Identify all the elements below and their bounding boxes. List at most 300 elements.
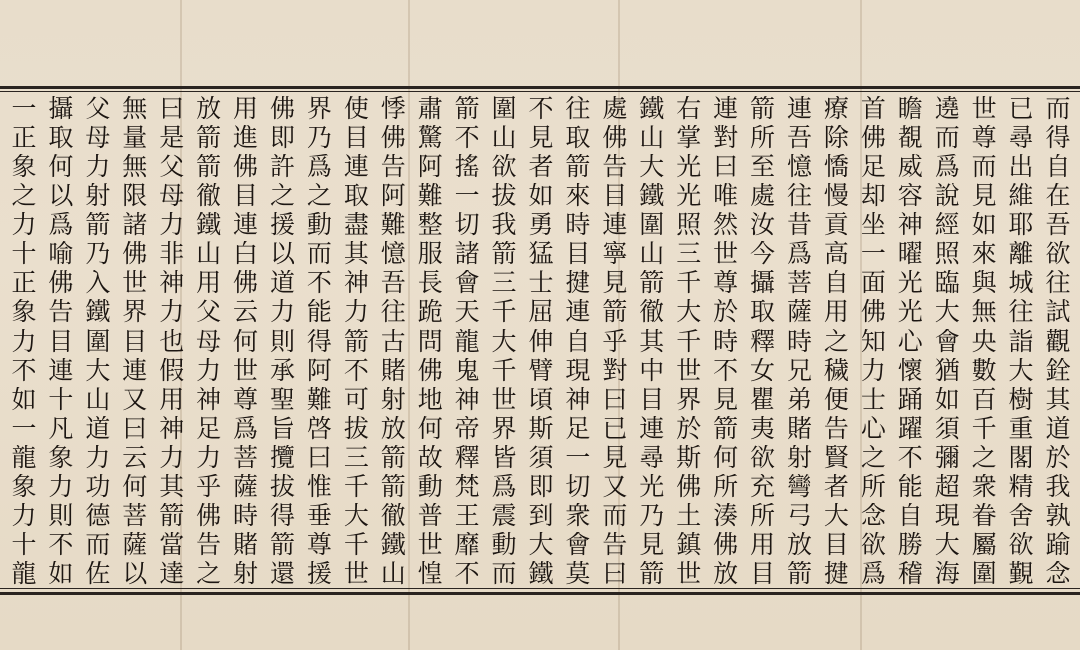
glyph: 自 xyxy=(565,328,591,354)
glyph: 其 xyxy=(1045,386,1071,412)
glyph: 可 xyxy=(343,386,369,412)
text-column xyxy=(41,96,81,586)
glyph: 足 xyxy=(860,154,886,180)
text-column xyxy=(373,96,413,586)
glyph: 用 xyxy=(233,96,259,121)
glyph: 力 xyxy=(159,212,185,238)
glyph: 服 xyxy=(417,241,443,267)
glyph: 揵 xyxy=(823,561,849,586)
glyph: 吾 xyxy=(786,125,812,151)
glyph: 目 xyxy=(565,241,591,267)
glyph: 在 xyxy=(1045,183,1071,209)
glyph: 援 xyxy=(306,561,332,586)
glyph: 又 xyxy=(122,386,148,412)
glyph: 用 xyxy=(750,531,776,557)
glyph: 海 xyxy=(934,561,960,586)
text-column xyxy=(4,96,44,586)
glyph: 時 xyxy=(233,502,259,528)
glyph: 稽 xyxy=(897,561,923,586)
glyph: 佛 xyxy=(196,502,222,528)
glyph: 大 xyxy=(85,357,111,383)
glyph: 欲 xyxy=(750,444,776,470)
glyph: 而 xyxy=(934,125,960,151)
glyph: 而 xyxy=(602,502,628,528)
glyph: 大 xyxy=(823,502,849,528)
text-column xyxy=(780,96,820,586)
glyph: 箭 xyxy=(786,561,812,586)
text-column xyxy=(115,96,155,586)
glyph: 連 xyxy=(786,96,812,121)
glyph: 曰 xyxy=(602,561,628,586)
glyph: 功 xyxy=(85,473,111,499)
glyph: 釋 xyxy=(454,444,480,470)
glyph: 試 xyxy=(1045,299,1071,325)
glyph: 神 xyxy=(565,386,591,412)
glyph: 百 xyxy=(971,386,997,412)
glyph: 會 xyxy=(565,531,591,557)
glyph: 勇 xyxy=(528,212,554,238)
glyph: 面 xyxy=(860,270,886,296)
glyph: 曰 xyxy=(602,386,628,412)
glyph: 告 xyxy=(196,531,222,557)
glyph: 用 xyxy=(823,299,849,325)
glyph: 世 xyxy=(971,96,997,121)
glyph: 箭 xyxy=(196,125,222,151)
glyph: 屈 xyxy=(528,299,554,325)
glyph: 中 xyxy=(639,357,665,383)
glyph: 一 xyxy=(11,96,37,121)
glyph: 箭 xyxy=(343,328,369,354)
glyph: 凡 xyxy=(48,415,74,441)
glyph: 弟 xyxy=(786,386,812,412)
glyph: 正 xyxy=(11,270,37,296)
glyph: 重 xyxy=(1008,415,1034,441)
glyph: 大 xyxy=(676,299,702,325)
glyph: 不 xyxy=(11,357,37,383)
glyph: 力 xyxy=(11,328,37,354)
glyph: 往 xyxy=(1008,299,1034,325)
glyph: 象 xyxy=(11,299,37,325)
glyph: 力 xyxy=(11,502,37,528)
glyph: 屬 xyxy=(971,531,997,557)
glyph: 却 xyxy=(860,183,886,209)
glyph: 見 xyxy=(971,183,997,209)
glyph: 帝 xyxy=(454,415,480,441)
glyph: 至 xyxy=(750,154,776,180)
glyph: 神 xyxy=(196,386,222,412)
glyph: 進 xyxy=(233,125,259,151)
glyph: 界 xyxy=(676,386,702,412)
glyph: 一 xyxy=(860,241,886,267)
glyph: 士 xyxy=(860,386,886,412)
glyph: 釋 xyxy=(750,328,776,354)
glyph: 啓 xyxy=(306,415,332,441)
glyph: 徹 xyxy=(196,183,222,209)
glyph: 如 xyxy=(528,183,554,209)
glyph: 銓 xyxy=(1045,357,1071,383)
glyph: 療 xyxy=(823,96,849,121)
glyph: 用 xyxy=(196,270,222,296)
glyph: 自 xyxy=(823,270,849,296)
glyph: 取 xyxy=(565,125,591,151)
glyph: 舍 xyxy=(1008,502,1034,528)
glyph: 所 xyxy=(750,502,776,528)
glyph: 放 xyxy=(196,96,222,121)
glyph: 見 xyxy=(639,531,665,557)
glyph: 何 xyxy=(48,154,74,180)
glyph: 薩 xyxy=(786,299,812,325)
glyph: 鎮 xyxy=(676,531,702,557)
glyph: 目 xyxy=(602,183,628,209)
glyph: 力 xyxy=(85,154,111,180)
glyph: 千 xyxy=(971,415,997,441)
glyph: 告 xyxy=(380,154,406,180)
glyph: 神 xyxy=(454,386,480,412)
glyph: 父 xyxy=(159,154,185,180)
glyph: 故 xyxy=(417,444,443,470)
glyph: 大 xyxy=(934,299,960,325)
glyph: 之 xyxy=(306,183,332,209)
glyph: 山 xyxy=(491,125,517,151)
glyph: 曰 xyxy=(713,154,739,180)
glyph: 光 xyxy=(676,183,702,209)
glyph: 薩 xyxy=(233,473,259,499)
glyph: 已 xyxy=(602,415,628,441)
glyph: 諸 xyxy=(122,212,148,238)
glyph: 而 xyxy=(85,531,111,557)
glyph: 我 xyxy=(491,212,517,238)
glyph: 射 xyxy=(380,386,406,412)
glyph: 世 xyxy=(122,270,148,296)
glyph: 母 xyxy=(196,328,222,354)
text-column xyxy=(1038,96,1078,586)
glyph: 之 xyxy=(971,444,997,470)
glyph: 爲 xyxy=(491,473,517,499)
glyph: 難 xyxy=(306,386,332,412)
bottom-border-rule-thin xyxy=(0,588,1080,589)
glyph: 何 xyxy=(233,328,259,354)
glyph: 大 xyxy=(934,531,960,557)
glyph: 之 xyxy=(196,561,222,586)
glyph: 山 xyxy=(639,241,665,267)
glyph: 鐵 xyxy=(528,561,554,586)
glyph: 之 xyxy=(860,444,886,470)
glyph: 何 xyxy=(417,415,443,441)
text-column xyxy=(743,96,783,586)
glyph: 能 xyxy=(897,473,923,499)
glyph: 賭 xyxy=(786,415,812,441)
glyph: 告 xyxy=(602,531,628,557)
glyph: 於 xyxy=(713,299,739,325)
glyph: 離 xyxy=(1008,241,1034,267)
glyph: 來 xyxy=(971,241,997,267)
glyph: 三 xyxy=(343,444,369,470)
glyph: 問 xyxy=(417,328,443,354)
glyph: 佐 xyxy=(85,561,111,586)
glyph: 動 xyxy=(491,531,517,557)
glyph: 目 xyxy=(750,561,776,586)
glyph: 躍 xyxy=(897,415,923,441)
glyph: 穢 xyxy=(823,357,849,383)
glyph: 世 xyxy=(676,561,702,586)
glyph: 云 xyxy=(233,299,259,325)
glyph: 連 xyxy=(602,212,628,238)
glyph: 眷 xyxy=(971,502,997,528)
glyph: 動 xyxy=(306,212,332,238)
glyph: 者 xyxy=(823,473,849,499)
glyph: 乎 xyxy=(196,473,222,499)
glyph: 尊 xyxy=(971,125,997,151)
glyph: 便 xyxy=(823,386,849,412)
glyph: 鐵 xyxy=(639,96,665,121)
glyph: 其 xyxy=(639,328,665,354)
glyph: 光 xyxy=(897,299,923,325)
glyph: 憍 xyxy=(823,154,849,180)
glyph: 往 xyxy=(786,183,812,209)
glyph: 諸 xyxy=(454,241,480,267)
glyph: 大 xyxy=(343,502,369,528)
glyph: 十 xyxy=(48,386,74,412)
glyph: 之 xyxy=(823,328,849,354)
glyph: 城 xyxy=(1008,270,1034,296)
glyph: 於 xyxy=(676,415,702,441)
glyph: 連 xyxy=(639,415,665,441)
glyph: 許 xyxy=(269,154,295,180)
glyph: 大 xyxy=(528,531,554,557)
glyph: 菩 xyxy=(122,502,148,528)
glyph: 今 xyxy=(750,241,776,267)
glyph: 道 xyxy=(269,270,295,296)
glyph: 對 xyxy=(602,357,628,383)
glyph: 圍 xyxy=(971,561,997,586)
glyph: 惟 xyxy=(306,473,332,499)
glyph: 肅 xyxy=(417,96,443,121)
text-column xyxy=(816,96,856,586)
text-column xyxy=(484,96,524,586)
glyph: 見 xyxy=(528,125,554,151)
glyph: 攝 xyxy=(48,96,74,121)
glyph: 賭 xyxy=(380,357,406,383)
glyph: 夷 xyxy=(750,415,776,441)
glyph: 神 xyxy=(159,270,185,296)
glyph: 承 xyxy=(269,357,295,383)
glyph: 踊 xyxy=(897,386,923,412)
glyph: 母 xyxy=(85,125,111,151)
glyph: 佛 xyxy=(380,125,406,151)
glyph: 連 xyxy=(343,154,369,180)
glyph: 士 xyxy=(528,270,554,296)
glyph: 攬 xyxy=(269,444,295,470)
glyph: 箭 xyxy=(454,96,480,121)
glyph: 阿 xyxy=(306,357,332,383)
glyph: 出 xyxy=(1008,154,1034,180)
glyph: 世 xyxy=(713,241,739,267)
glyph: 力 xyxy=(85,444,111,470)
glyph: 乃 xyxy=(85,241,111,267)
glyph: 掌 xyxy=(676,125,702,151)
text-column xyxy=(558,96,598,586)
glyph: 經 xyxy=(934,212,960,238)
glyph: 圍 xyxy=(639,212,665,238)
glyph: 尋 xyxy=(639,444,665,470)
glyph: 千 xyxy=(491,357,517,383)
glyph: 之 xyxy=(11,183,37,209)
glyph: 斯 xyxy=(528,415,554,441)
glyph: 佛 xyxy=(602,125,628,151)
glyph: 鐵 xyxy=(380,531,406,557)
glyph: 道 xyxy=(85,415,111,441)
glyph: 告 xyxy=(48,299,74,325)
glyph: 道 xyxy=(1045,415,1071,441)
glyph: 箭 xyxy=(602,299,628,325)
glyph: 梵 xyxy=(454,473,480,499)
glyph: 山 xyxy=(196,241,222,267)
glyph: 者 xyxy=(528,154,554,180)
glyph: 千 xyxy=(676,270,702,296)
glyph: 如 xyxy=(934,386,960,412)
glyph: 箭 xyxy=(159,502,185,528)
glyph: 難 xyxy=(380,212,406,238)
glyph: 念 xyxy=(1045,561,1071,586)
glyph: 能 xyxy=(306,299,332,325)
glyph: 限 xyxy=(122,183,148,209)
glyph: 取 xyxy=(343,183,369,209)
glyph: 光 xyxy=(676,154,702,180)
glyph: 汝 xyxy=(750,212,776,238)
glyph: 界 xyxy=(122,299,148,325)
glyph: 爲 xyxy=(786,241,812,267)
glyph: 樹 xyxy=(1008,386,1034,412)
glyph: 而 xyxy=(1045,96,1071,121)
glyph: 遶 xyxy=(934,96,960,121)
glyph: 佛 xyxy=(713,531,739,557)
glyph: 連 xyxy=(122,357,148,383)
glyph: 則 xyxy=(269,328,295,354)
glyph: 詣 xyxy=(1008,328,1034,354)
glyph: 彎 xyxy=(786,473,812,499)
glyph: 徹 xyxy=(639,299,665,325)
glyph: 賢 xyxy=(823,444,849,470)
glyph: 以 xyxy=(269,241,295,267)
glyph: 菩 xyxy=(233,444,259,470)
glyph: 放 xyxy=(380,415,406,441)
glyph: 猛 xyxy=(528,241,554,267)
glyph: 說 xyxy=(934,183,960,209)
glyph: 目 xyxy=(48,328,74,354)
glyph: 力 xyxy=(196,357,222,383)
glyph: 十 xyxy=(11,531,37,557)
glyph: 自 xyxy=(897,502,923,528)
text-column xyxy=(226,96,266,586)
glyph: 威 xyxy=(897,154,923,180)
glyph: 乃 xyxy=(306,125,332,151)
glyph: 父 xyxy=(196,299,222,325)
text-column xyxy=(299,96,339,586)
glyph: 徹 xyxy=(380,502,406,528)
glyph: 憶 xyxy=(380,241,406,267)
glyph: 所 xyxy=(750,125,776,151)
glyph: 所 xyxy=(713,473,739,499)
glyph: 圍 xyxy=(85,328,111,354)
glyph: 射 xyxy=(786,444,812,470)
glyph: 須 xyxy=(528,444,554,470)
glyph: 光 xyxy=(897,270,923,296)
glyph: 維 xyxy=(1008,183,1034,209)
glyph: 佛 xyxy=(417,357,443,383)
glyph: 乎 xyxy=(602,328,628,354)
glyph: 動 xyxy=(417,473,443,499)
glyph: 覲 xyxy=(1008,561,1034,586)
glyph: 告 xyxy=(823,415,849,441)
text-column xyxy=(669,96,709,586)
glyph: 以 xyxy=(122,561,148,586)
glyph: 除 xyxy=(823,125,849,151)
glyph: 千 xyxy=(343,531,369,557)
glyph: 千 xyxy=(343,473,369,499)
glyph: 貢 xyxy=(823,212,849,238)
glyph: 難 xyxy=(417,183,443,209)
glyph: 一 xyxy=(11,415,37,441)
glyph: 十 xyxy=(11,241,37,267)
glyph: 連 xyxy=(233,212,259,238)
glyph: 古 xyxy=(380,328,406,354)
glyph: 不 xyxy=(306,270,332,296)
glyph: 之 xyxy=(269,183,295,209)
glyph: 神 xyxy=(343,270,369,296)
glyph: 足 xyxy=(196,415,222,441)
glyph: 世 xyxy=(343,561,369,586)
glyph: 而 xyxy=(971,154,997,180)
glyph: 援 xyxy=(269,212,295,238)
glyph: 則 xyxy=(48,502,74,528)
glyph: 地 xyxy=(417,386,443,412)
glyph: 佛 xyxy=(233,154,259,180)
glyph: 又 xyxy=(602,473,628,499)
glyph: 界 xyxy=(306,96,332,121)
glyph: 即 xyxy=(269,125,295,151)
glyph: 以 xyxy=(48,183,74,209)
glyph: 尊 xyxy=(306,531,332,557)
glyph: 神 xyxy=(897,212,923,238)
glyph: 連 xyxy=(565,299,591,325)
glyph: 龍 xyxy=(11,444,37,470)
glyph: 充 xyxy=(750,473,776,499)
glyph: 王 xyxy=(454,502,480,528)
glyph: 鬼 xyxy=(454,357,480,383)
glyph: 界 xyxy=(491,415,517,441)
glyph: 不 xyxy=(897,444,923,470)
glyph: 時 xyxy=(565,212,591,238)
glyph: 驚 xyxy=(417,125,443,151)
glyph: 見 xyxy=(602,270,628,296)
glyph: 時 xyxy=(713,328,739,354)
glyph: 乃 xyxy=(639,502,665,528)
glyph: 兄 xyxy=(786,357,812,383)
glyph: 然 xyxy=(713,212,739,238)
glyph: 世 xyxy=(491,386,517,412)
glyph: 大 xyxy=(639,154,665,180)
glyph: 目 xyxy=(343,125,369,151)
glyph: 我 xyxy=(1045,473,1071,499)
glyph: 勝 xyxy=(897,531,923,557)
glyph: 爲 xyxy=(48,212,74,238)
glyph: 莫 xyxy=(565,561,591,586)
glyph: 非 xyxy=(159,241,185,267)
glyph: 箭 xyxy=(491,241,517,267)
glyph: 力 xyxy=(159,444,185,470)
glyph: 佛 xyxy=(269,96,295,121)
glyph: 力 xyxy=(159,299,185,325)
